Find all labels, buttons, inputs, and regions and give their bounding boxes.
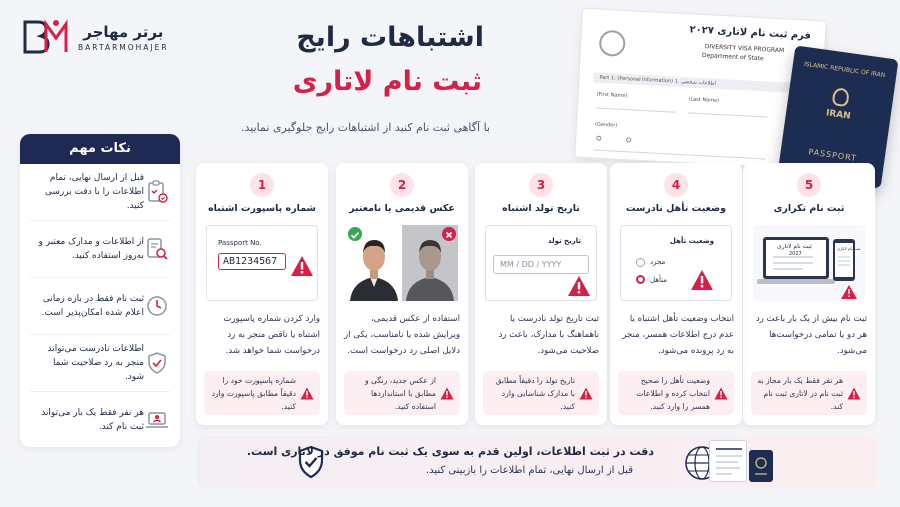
passport-top-text: ISLAMIC REPUBLIC OF IRAN: [803, 60, 886, 80]
form-line: [688, 112, 768, 117]
card-tip: [483, 371, 599, 415]
cross-icon: [442, 227, 456, 241]
laptop-user-icon: [144, 407, 170, 433]
card-tip-text: شماره پاسپورت خود را دقیقاً مطابق پاسپورت وارد کنید.: [211, 375, 296, 411]
card-tip-text: تاریخ تولد را دقیقاً مطابق با مدارک شناسایی وارد کنید.: [495, 375, 575, 411]
warning-icon: [579, 387, 593, 400]
card-title: عکس قدیمی یا نامعتبر: [349, 203, 455, 214]
passport-number-input[interactable]: AB1234567: [218, 253, 286, 270]
laptop-phone-icon: [753, 225, 865, 301]
form-department: Department of State: [701, 52, 764, 63]
warning-icon: [440, 387, 454, 400]
bottom-banner: [197, 436, 877, 488]
note-item: [20, 164, 180, 219]
form-section-bar: Part 1: (Personal Information) 1. اطلاعات شخصی: [593, 72, 808, 93]
card-description: ثبت نام بیش از یک بار باعث رد هر دو یا تمامی درخواست‌ها می‌شود.: [755, 314, 867, 356]
warning-icon: [847, 387, 861, 400]
emblem-icon: [832, 87, 850, 107]
passport-word: PASSPORT: [807, 147, 858, 163]
birth-date-illustration: [485, 225, 597, 301]
radio-married[interactable]: [636, 275, 645, 284]
banner-subline: قبل از ارسال نهایی، تمام اطلاعات را بازبینی کنید.: [425, 465, 633, 476]
passport-country: IRAN: [825, 108, 852, 122]
photo-comparison-illustration: [346, 225, 458, 301]
step-number-badge: 1: [250, 173, 274, 197]
card-tip-text: وضعیت تأهل را صحیح انتخاب کرده و اطلاعات همسر را وارد کنید.: [636, 375, 710, 411]
warning-icon: [567, 275, 591, 297]
form-first-name-label: (First Name): [596, 91, 628, 100]
logo-english-text: BARTARMOHAJER: [78, 42, 169, 52]
card-description: انتخاب وضعیت تأهل اشتباه یا عدم درج اطلاعات همسر، منجر به رد پرونده می‌شود.: [622, 314, 734, 356]
note-item: [20, 221, 180, 276]
card-tip-text: از عکس جدید، رنگی و مطابق با استانداردها استفاده کنید.: [364, 375, 436, 411]
seal-icon: [599, 30, 626, 57]
passport-number-illustration: [206, 225, 318, 301]
form-title: فرم ثبت نام لاتاری ۲۰۲۷: [689, 24, 812, 42]
form-line: [594, 149, 766, 159]
note-item: [20, 335, 180, 390]
passport-number-label: Passport No.: [218, 239, 262, 247]
card-tip-text: هر نفر فقط یک بار مجاز به ثبت نام در لاتاری ثبت نام کند.: [757, 375, 843, 411]
option-married-label: متأهل: [650, 276, 667, 284]
form-radio: [626, 137, 631, 142]
banner-headline: دقت در ثبت اطلاعات، اولین قدم به سوی یک ثبت نام موفق در لاتاری است.: [246, 445, 654, 458]
check-icon: [348, 227, 362, 241]
illus-year: 2027: [789, 251, 802, 257]
card-description: استفاده از عکس قدیمی، ویرایش شده یا نامناسب، یکی از دلایل اصلی رد درخواست است.: [344, 314, 460, 356]
note-text: اطلاعات نادرست می‌تواند منجر به رد صلاحیت شما شود.: [47, 343, 144, 382]
form-radio: [596, 136, 601, 141]
shield-check-icon: [144, 350, 170, 376]
form-document-icon: [709, 440, 747, 482]
form-subtitle: DIVERSITY VISA PROGRAM: [704, 43, 785, 55]
marital-label: وضعیت تأهل: [669, 237, 714, 245]
card-description: وارد کردن شماره پاسپورت اشتباه یا ناقص منجر به رد درخواست شما خواهد شد.: [223, 314, 320, 356]
duplicate-registration-illustration: [753, 225, 865, 301]
note-text: هر نفر فقط یک بار می‌تواند ثبت نام کند.: [41, 407, 144, 432]
card-tip: [618, 371, 734, 415]
card-description: ثبت تاریخ تولد نادرست یا ناهماهنگ با مدارک، باعث رد صلاحیت می‌شود.: [498, 314, 599, 356]
logo-mark-icon: [22, 18, 70, 56]
form-last-name-label: (Last Name): [688, 96, 720, 104]
marital-status-illustration: [620, 225, 732, 301]
invalid-photo: [402, 225, 458, 301]
logo[interactable]: [22, 18, 169, 56]
checklist-icon: [144, 179, 170, 205]
mistake-card-4: [610, 163, 742, 425]
warning-icon: [714, 387, 728, 400]
warning-icon: [300, 387, 314, 400]
note-text: ثبت نام فقط در بازه زمانی اعلام شده امکان‌پذیر است.: [41, 293, 144, 318]
step-number-badge: 5: [797, 173, 821, 197]
form-gender-label: (Gender): [594, 121, 618, 129]
note-text: قبل از ارسال نهایی، تمام اطلاعات را با دقت بررسی کنید.: [44, 172, 144, 211]
note-item: [20, 392, 180, 447]
page-subtitle: با آگاهی ثبت نام کنید از اشتباهات رایج جلوگیری نمایید.: [240, 121, 490, 134]
illus-form-title: ثبت نام لاتاری: [777, 243, 812, 250]
mistake-card-1: [196, 163, 328, 425]
note-item: [20, 278, 180, 333]
passport-icon: [749, 450, 773, 482]
document-search-icon: [144, 236, 170, 262]
card-tip: [204, 371, 320, 415]
radio-single[interactable]: [636, 258, 645, 267]
card-title: ثبت نام تکراری: [773, 203, 845, 214]
warning-icon: [290, 255, 314, 277]
card-tip: [751, 371, 867, 415]
mistake-card-5: [743, 163, 875, 425]
illus-phone-title: ثبت نام لاتاری: [837, 246, 861, 251]
card-title: شماره پاسپورت اشتباه: [208, 203, 316, 214]
form-line: [596, 108, 676, 113]
step-number-badge: 3: [529, 173, 553, 197]
warning-icon: [690, 269, 714, 291]
logo-persian-text: برتر مهاجر: [83, 22, 164, 41]
valid-photo: [346, 225, 402, 301]
birth-date-label: تاریخ تولد: [547, 237, 581, 245]
mistake-card-2: [336, 163, 468, 425]
step-number-badge: 2: [390, 173, 414, 197]
important-notes-title: نکات مهم: [20, 134, 180, 164]
page-title: اشتباهات رایج: [296, 22, 484, 53]
card-tip: [344, 371, 460, 415]
mistake-card-3: [475, 163, 607, 425]
step-number-badge: 4: [664, 173, 688, 197]
card-title: تاریخ تولد اشتباه: [502, 203, 580, 214]
page-title-highlight: ثبت نام لاتاری: [292, 66, 482, 97]
birth-date-input[interactable]: MM / DD / YYYY: [493, 255, 589, 274]
important-notes-panel: [20, 134, 180, 447]
clock-icon: [144, 293, 170, 319]
option-single-label: مجرد: [650, 258, 666, 266]
card-title: وضعیت تأهل نادرست: [625, 203, 727, 214]
note-text: از اطلاعات و مدارک معتبر و به‌روز استفاده کنید.: [38, 236, 144, 261]
